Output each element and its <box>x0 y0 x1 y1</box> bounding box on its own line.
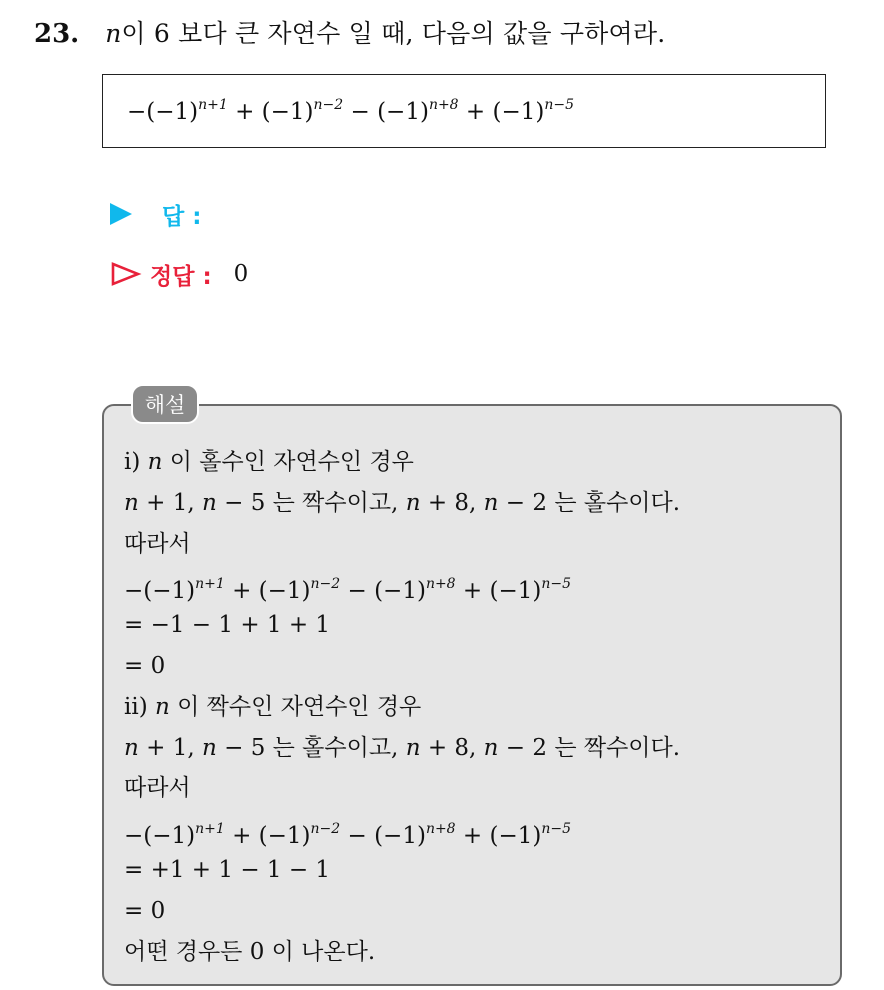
solution-line: 따라서 <box>124 775 191 802</box>
solution-line: n + 1, n − 5 는 짝수이고, n + 8, n − 2 는 홀수이다. <box>124 489 681 516</box>
solution-line: n + 1, n − 5 는 홀수이고, n + 8, n − 2 는 짝수이다. <box>124 734 681 761</box>
formula: $-(-1)^{n+1} + (-1)^{n-2} - (-1)^{n+8} + (-1)^{n-5}$ <box>127 97 574 125</box>
solution-line: = −1 − 1 + 1 + 1 <box>124 612 331 639</box>
correct-answer-value: 0 <box>233 261 249 287</box>
answer-label: 답 : <box>162 203 202 230</box>
solution-box <box>102 404 842 986</box>
problem-variable: n <box>105 19 122 48</box>
solution-tab: 해설 <box>131 384 199 424</box>
solution-line: $-(-1)^{n+1} + (-1)^{n-2} - (-1)^{n+8} + (-1)^{n-5}$ <box>124 576 571 605</box>
play-triangle-icon <box>110 203 132 225</box>
solution-line: $-(-1)^{n+1} + (-1)^{n-2} - (-1)^{n+8} + (-1)^{n-5}$ <box>124 821 571 850</box>
correct-answer-row <box>110 254 248 294</box>
solution-line: 따라서 <box>124 530 191 557</box>
solution-line: = 0 <box>124 652 166 679</box>
correct-answer-label: 정답 : <box>150 263 212 290</box>
solution-line: 어떤 경우든 0 이 나온다. <box>124 938 376 965</box>
formula-box <box>102 74 826 148</box>
solution-line: ⅰ) n 이 홀수인 자연수인 경우 <box>124 449 414 475</box>
solution-line: ⅱ) n 이 짝수인 자연수인 경우 <box>124 693 422 720</box>
answer-row <box>110 194 201 234</box>
problem-header <box>34 14 665 54</box>
outline-triangle-icon <box>110 262 142 286</box>
problem-question: 이 6 보다 큰 자연수 일 때, 다음의 값을 구하여라. <box>121 19 666 48</box>
solution-line: = 0 <box>124 897 166 924</box>
problem-number: 23. <box>34 19 80 49</box>
solution-line: = +1 + 1 − 1 − 1 <box>124 856 331 883</box>
